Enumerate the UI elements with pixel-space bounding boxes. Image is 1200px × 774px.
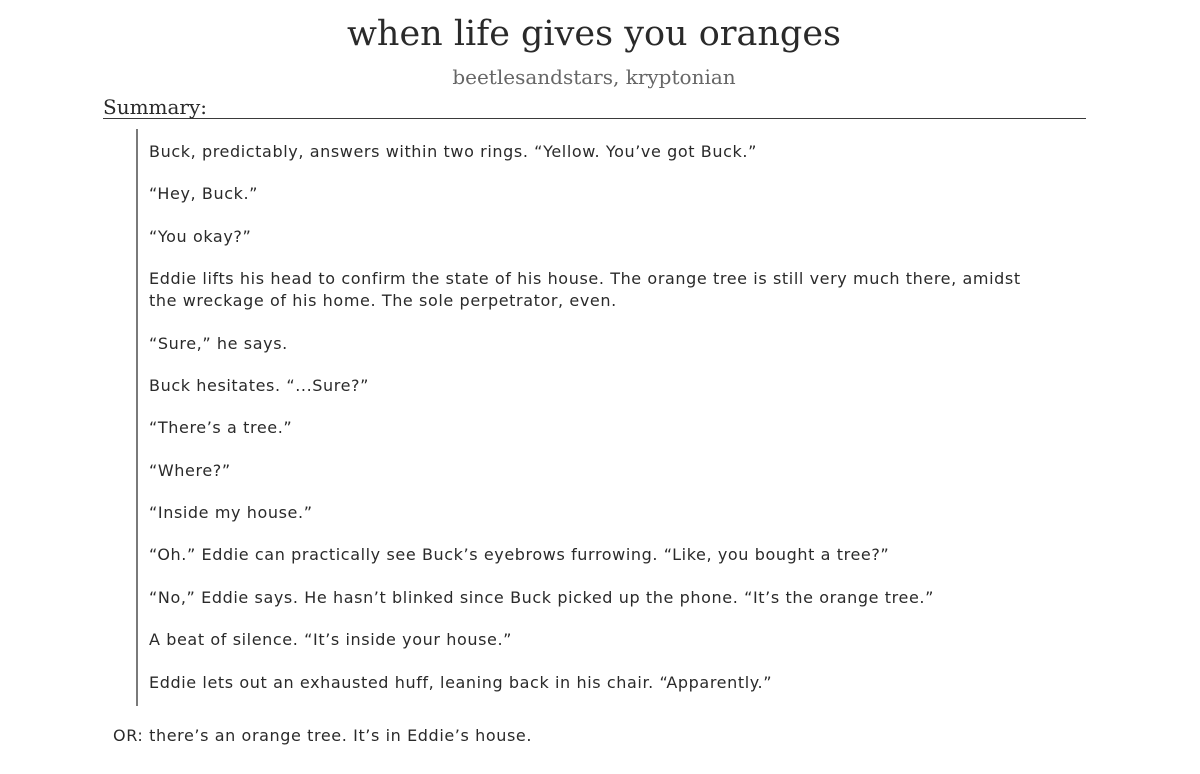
summary-paragraph: Buck hesitates. “...Sure?” (149, 376, 370, 395)
summary-paragraph: A beat of silence. “It’s inside your house.” (149, 630, 513, 649)
summary-paragraph: Buck, predictably, answers within two rings. “Yellow. You’ve got Buck.” (149, 142, 757, 161)
summary-paragraph: “Where?” (149, 461, 231, 480)
summary-paragraph: Eddie lets out an exhausted huff, leaning back in his chair. “Apparently.” (149, 673, 773, 692)
summary-paragraph: “Inside my house.” (149, 503, 313, 522)
summary-heading: Summary: (103, 96, 1086, 119)
summary-paragraph: “Hey, Buck.” (149, 184, 259, 203)
summary-tagline: OR: there’s an orange tree. It’s in Eddie’s house. (113, 726, 533, 745)
summary-paragraph: Eddie lifts his head to confirm the state of his house. The orange tree is still very much there, amidst the wreckage of his home. The sole perpetrator, even. (149, 269, 1021, 310)
work-title: when life gives you oranges (346, 14, 842, 54)
summary-paragraph: “Oh.” Eddie can practically see Buck’s eyebrows furrowing. “Like, you bought a tree?” (149, 545, 890, 564)
summary-paragraph: “There’s a tree.” (149, 418, 293, 437)
summary-paragraph: “Sure,” he says. (149, 334, 288, 353)
work-authors: beetlesandstars, kryptonian (452, 65, 736, 89)
summary-paragraph: “No,” Eddie says. He hasn’t blinked since Buck picked up the phone. “It’s the orange tree.” (149, 588, 934, 607)
summary-paragraph: “You okay?” (149, 227, 252, 246)
